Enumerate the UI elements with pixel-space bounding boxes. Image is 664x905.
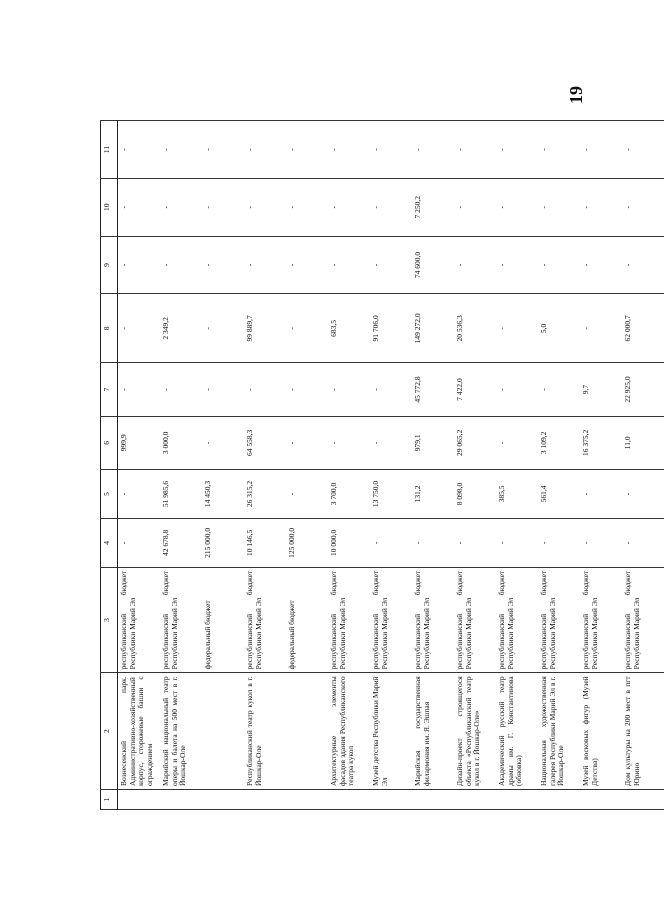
value-cell-4: 10 146,5 bbox=[244, 518, 286, 567]
value-cell-4: - bbox=[538, 518, 580, 567]
value-cell-4: - bbox=[622, 518, 664, 567]
value-cell-6: 3 000,0 bbox=[160, 416, 202, 469]
value-cell-10: - bbox=[622, 178, 664, 236]
value-cell-7: - bbox=[118, 363, 161, 416]
value-cell-9: - bbox=[454, 236, 496, 294]
table-row bbox=[370, 121, 412, 810]
header-col-2: 2 bbox=[101, 673, 118, 790]
funding-source-cell: республиканский бюджет Республики Марий Эл bbox=[538, 567, 580, 673]
page-number: 19 bbox=[565, 86, 586, 104]
value-cell-8: 5,0 bbox=[538, 294, 580, 363]
index-cell bbox=[328, 790, 370, 810]
funding-source-cell: федеральный бюджет bbox=[202, 567, 244, 673]
value-cell-11: - bbox=[328, 121, 370, 179]
table-row bbox=[496, 121, 538, 810]
value-cell-9: - bbox=[160, 236, 202, 294]
index-cell bbox=[286, 790, 328, 810]
value-cell-5: 131,2 bbox=[412, 469, 454, 518]
header-col-5: 5 bbox=[101, 469, 118, 518]
funding-source-cell: республиканский бюджет Республики Марий Эл bbox=[370, 567, 412, 673]
index-cell bbox=[202, 790, 244, 810]
value-cell-10: - bbox=[118, 178, 161, 236]
value-cell-10: - bbox=[538, 178, 580, 236]
value-cell-7: 22 925,0 bbox=[622, 363, 664, 416]
value-cell-11: - bbox=[370, 121, 412, 179]
value-cell-4: - bbox=[412, 518, 454, 567]
index-cell bbox=[622, 790, 664, 810]
value-cell-6: - bbox=[286, 416, 328, 469]
value-cell-8: - bbox=[496, 294, 538, 363]
value-cell-9: - bbox=[286, 236, 328, 294]
rotated-table-wrapper bbox=[100, 120, 641, 810]
value-cell-5: 3 700,0 bbox=[328, 469, 370, 518]
index-cell bbox=[538, 790, 580, 810]
value-cell-11: - bbox=[622, 121, 664, 179]
value-cell-7: 45 772,8 bbox=[412, 363, 454, 416]
value-cell-7: - bbox=[370, 363, 412, 416]
value-cell-11: - bbox=[538, 121, 580, 179]
value-cell-6: 979,1 bbox=[412, 416, 454, 469]
funding-source-cell: республиканский бюджет Республики Марий Эл bbox=[412, 567, 454, 673]
object-name-cell bbox=[286, 673, 328, 790]
funding-source-cell: республиканский бюджет Республики Марий Эл bbox=[244, 567, 286, 673]
value-cell-5: 26 315,2 bbox=[244, 469, 286, 518]
object-name-cell: Вознесенский парк. Административно-хозяйственный корпус, сторожевые башни с ограждением bbox=[118, 673, 161, 790]
object-name-cell: Республиканский театр кукол в г. Йошкар-Оле bbox=[244, 673, 286, 790]
value-cell-11: - bbox=[118, 121, 161, 179]
value-cell-7: - bbox=[244, 363, 286, 416]
table-row bbox=[538, 121, 580, 810]
header-col-8: 8 bbox=[101, 294, 118, 363]
value-cell-9: - bbox=[538, 236, 580, 294]
value-cell-4: 42 678,8 bbox=[160, 518, 202, 567]
value-cell-11: - bbox=[496, 121, 538, 179]
funding-source-cell: республиканский бюджет Республики Марий Эл bbox=[160, 567, 202, 673]
value-cell-8: 683,5 bbox=[328, 294, 370, 363]
header-col-1: 1 bbox=[101, 790, 118, 810]
value-cell-4: - bbox=[118, 518, 161, 567]
value-cell-11: - bbox=[244, 121, 286, 179]
value-cell-9: - bbox=[580, 236, 622, 294]
value-cell-11: - bbox=[454, 121, 496, 179]
value-cell-10: - bbox=[244, 178, 286, 236]
value-cell-4: - bbox=[580, 518, 622, 567]
value-cell-6: - bbox=[202, 416, 244, 469]
value-cell-6: - bbox=[328, 416, 370, 469]
value-cell-5: 14 450,3 bbox=[202, 469, 244, 518]
value-cell-9: - bbox=[622, 236, 664, 294]
index-cell bbox=[160, 790, 202, 810]
funding-source-cell: республиканский бюджет Республики Марий Эл bbox=[118, 567, 161, 673]
header-row bbox=[101, 121, 118, 810]
object-name-cell: Национальная художественная галерея Республики Марий Эл в г. Йошкар-Оле bbox=[538, 673, 580, 790]
index-cell bbox=[118, 790, 161, 810]
table-row bbox=[118, 121, 161, 810]
value-cell-7: - bbox=[160, 363, 202, 416]
value-cell-5: - bbox=[622, 469, 664, 518]
value-cell-10: - bbox=[202, 178, 244, 236]
value-cell-10: - bbox=[496, 178, 538, 236]
value-cell-7: - bbox=[202, 363, 244, 416]
value-cell-8: 62 000,7 bbox=[622, 294, 664, 363]
table-row bbox=[580, 121, 622, 810]
table-body bbox=[118, 121, 664, 810]
value-cell-7: - bbox=[496, 363, 538, 416]
value-cell-9: - bbox=[328, 236, 370, 294]
object-name-cell: Архитектурные элементы фасадов здания Республиканского театра кукол bbox=[328, 673, 370, 790]
value-cell-10: - bbox=[328, 178, 370, 236]
index-cell bbox=[412, 790, 454, 810]
value-cell-8: 20 536,3 bbox=[454, 294, 496, 363]
funding-source-cell: федеральный бюджет bbox=[286, 567, 328, 673]
table-row bbox=[202, 121, 244, 810]
index-cell bbox=[370, 790, 412, 810]
value-cell-6: 999,9 bbox=[118, 416, 161, 469]
table-row bbox=[160, 121, 202, 810]
index-cell bbox=[244, 790, 286, 810]
value-cell-5: 13 750,0 bbox=[370, 469, 412, 518]
value-cell-11: - bbox=[286, 121, 328, 179]
value-cell-7: - bbox=[286, 363, 328, 416]
value-cell-10: - bbox=[286, 178, 328, 236]
header-col-4: 4 bbox=[101, 518, 118, 567]
value-cell-6: - bbox=[370, 416, 412, 469]
value-cell-7: 9,7 bbox=[580, 363, 622, 416]
value-cell-10: - bbox=[370, 178, 412, 236]
value-cell-6: 3 109,2 bbox=[538, 416, 580, 469]
value-cell-5: 385,5 bbox=[496, 469, 538, 518]
value-cell-7: - bbox=[538, 363, 580, 416]
object-name-cell: Академический русский театр драмы им. Г. Константинова (обновка) bbox=[496, 673, 538, 790]
value-cell-5: 51 985,6 bbox=[160, 469, 202, 518]
value-cell-6: 16 375,2 bbox=[580, 416, 622, 469]
funding-source-cell: республиканский бюджет Республики Марий Эл bbox=[496, 567, 538, 673]
table-row bbox=[286, 121, 328, 810]
value-cell-9: - bbox=[244, 236, 286, 294]
object-name-cell: Марийская государственная филармония им. Я. Эшпая bbox=[412, 673, 454, 790]
header-col-10: 10 bbox=[101, 178, 118, 236]
funding-source-cell: республиканский бюджет Республики Марий Эл bbox=[580, 567, 622, 673]
value-cell-8: 91 706,0 bbox=[370, 294, 412, 363]
object-name-cell bbox=[202, 673, 244, 790]
value-cell-6: 29 065,2 bbox=[454, 416, 496, 469]
funding-source-cell: республиканский бюджет Республики Марий Эл bbox=[328, 567, 370, 673]
table-row bbox=[328, 121, 370, 810]
value-cell-8: 99 889,7 bbox=[244, 294, 286, 363]
value-cell-6: 64 558,3 bbox=[244, 416, 286, 469]
object-name-cell: Музей детства Республики Марий Эл bbox=[370, 673, 412, 790]
value-cell-4: 215 000,0 bbox=[202, 518, 244, 567]
object-name-cell: Музей восковых фигур (Музей Детства) bbox=[580, 673, 622, 790]
value-cell-8: - bbox=[580, 294, 622, 363]
table-row bbox=[454, 121, 496, 810]
value-cell-11: - bbox=[412, 121, 454, 179]
value-cell-10: - bbox=[160, 178, 202, 236]
value-cell-11: - bbox=[160, 121, 202, 179]
table-row bbox=[622, 121, 664, 810]
value-cell-7: - bbox=[328, 363, 370, 416]
value-cell-6: - bbox=[496, 416, 538, 469]
funding-source-cell: республиканский бюджет Республики Марий Эл bbox=[622, 567, 664, 673]
value-cell-4: - bbox=[496, 518, 538, 567]
value-cell-9: - bbox=[370, 236, 412, 294]
value-cell-8: 2 349,2 bbox=[160, 294, 202, 363]
value-cell-9: - bbox=[118, 236, 161, 294]
header-col-6: 6 bbox=[101, 416, 118, 469]
object-name-cell: Дом культуры на 200 мест в пгт Юрино bbox=[622, 673, 664, 790]
table-row bbox=[412, 121, 454, 810]
budget-table bbox=[100, 120, 664, 810]
value-cell-4: - bbox=[370, 518, 412, 567]
value-cell-8: - bbox=[202, 294, 244, 363]
index-cell bbox=[496, 790, 538, 810]
value-cell-7: 7 422,0 bbox=[454, 363, 496, 416]
value-cell-4: - bbox=[454, 518, 496, 567]
value-cell-6: 11,0 bbox=[622, 416, 664, 469]
index-cell bbox=[454, 790, 496, 810]
value-cell-5: - bbox=[286, 469, 328, 518]
header-col-7: 7 bbox=[101, 363, 118, 416]
header-col-3: 3 bbox=[101, 567, 118, 673]
value-cell-9: - bbox=[496, 236, 538, 294]
value-cell-11: - bbox=[202, 121, 244, 179]
value-cell-8: - bbox=[118, 294, 161, 363]
value-cell-5: - bbox=[580, 469, 622, 518]
table-row bbox=[244, 121, 286, 810]
index-cell bbox=[580, 790, 622, 810]
value-cell-8: - bbox=[286, 294, 328, 363]
header-col-9: 9 bbox=[101, 236, 118, 294]
object-name-cell: Марийский национальный театр оперы и балета на 500 мест в г. Йошкар-Оле bbox=[160, 673, 202, 790]
value-cell-8: 149 272,0 bbox=[412, 294, 454, 363]
header-col-11: 11 bbox=[101, 121, 118, 179]
value-cell-4: 10 000,0 bbox=[328, 518, 370, 567]
value-cell-11: - bbox=[580, 121, 622, 179]
value-cell-5: 561,4 bbox=[538, 469, 580, 518]
value-cell-9: 74 600,0 bbox=[412, 236, 454, 294]
value-cell-10: - bbox=[454, 178, 496, 236]
funding-source-cell: республиканский бюджет Республики Марий Эл bbox=[454, 567, 496, 673]
object-name-cell: Дизайн-проект строящегося объекта «Республиканский театр кукол в г. Йошкар-Оле» bbox=[454, 673, 496, 790]
value-cell-10: - bbox=[580, 178, 622, 236]
value-cell-10: 7 250,2 bbox=[412, 178, 454, 236]
table-frame bbox=[100, 120, 641, 810]
value-cell-5: 8 098,0 bbox=[454, 469, 496, 518]
value-cell-5: - bbox=[118, 469, 161, 518]
value-cell-9: - bbox=[202, 236, 244, 294]
value-cell-4: 125 000,0 bbox=[286, 518, 328, 567]
